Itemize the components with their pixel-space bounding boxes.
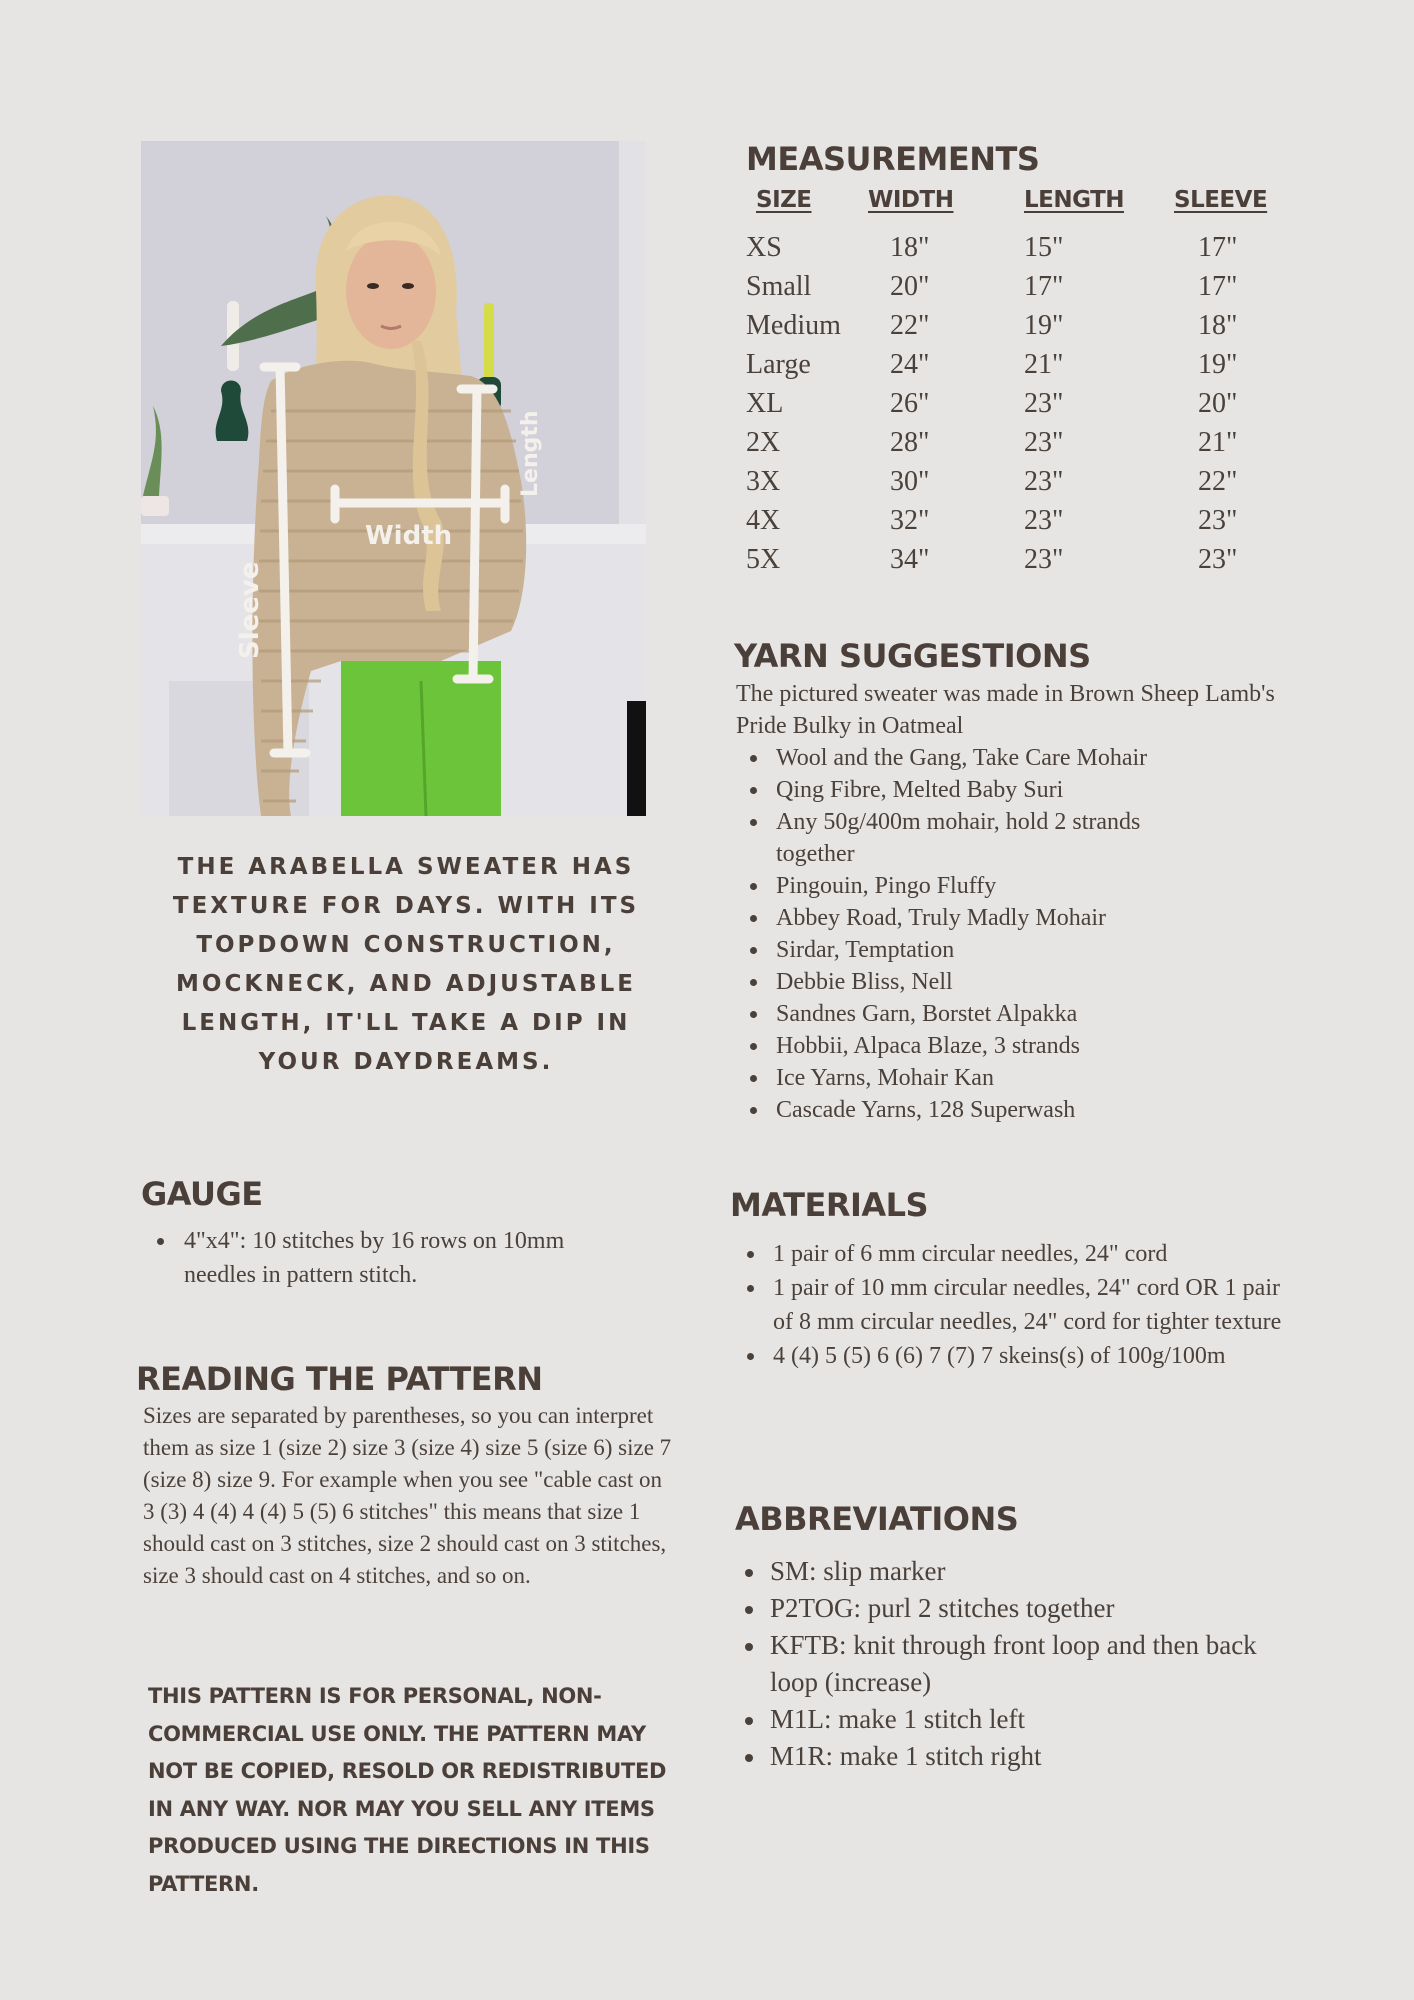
yarn-suggestions-heading: YARN SUGGESTIONS: [734, 637, 1091, 675]
reading-the-pattern-heading: READING THE PATTERN: [136, 1360, 543, 1398]
cell-size: Small: [746, 271, 812, 302]
cell-length: 23": [1024, 388, 1064, 419]
list-item: M1R: make 1 stitch right: [735, 1738, 1295, 1775]
list-item: Abbey Road, Truly Madly Mohair: [736, 902, 1276, 934]
width-overlay-label: Width: [365, 521, 453, 551]
cell-length: 15": [1024, 232, 1064, 263]
list-item: Sirdar, Temptation: [736, 934, 1276, 966]
photo-eye-right: [402, 283, 414, 289]
header-length: LENGTH: [1024, 187, 1125, 213]
list-item: Pingouin, Pingo Fluffy: [736, 870, 1276, 902]
table-row: [746, 423, 1308, 462]
materials-section: [733, 1237, 1283, 1373]
photo-eye-left: [367, 283, 379, 289]
photo-dark-edge: [627, 701, 646, 816]
cell-sleeve: 18": [1198, 310, 1238, 341]
cell-size: 2X: [746, 427, 781, 458]
cell-sleeve: 19": [1198, 349, 1238, 380]
length-line: [473, 389, 477, 679]
measurements-header-row: [746, 182, 1308, 228]
list-item: 4"x4": 10 stitches by 16 rows on 10mm needles in pattern stitch.: [144, 1224, 664, 1292]
photo-plant-pot: [141, 496, 169, 516]
abbreviations-heading: ABBREVIATIONS: [735, 1500, 1019, 1538]
cell-width: 30": [890, 466, 930, 497]
measurements-heading: MEASUREMENTS: [746, 140, 1040, 178]
cell-width: 18": [890, 232, 930, 263]
reading-the-pattern-text: Sizes are separated by parentheses, so you can interpret them as size 1 (size 2) size 3 (size 4) size 5 (size 6) size 7 (size 8) size 9. For example when you see "cable cast on 3 (3) 4 (4) 4 (4) 5 (5) 6 stitches" this means that size 1 should cast on 3 stitches, size 2 should cast on 3 stitches, size 3 should cast on 4 stitches, and so on.: [143, 1403, 672, 1588]
cell-sleeve: 20": [1198, 388, 1238, 419]
abbreviations-section: [735, 1553, 1295, 1775]
list-item: Ice Yarns, Mohair Kan: [736, 1062, 1276, 1094]
sweater-photo-illustration: [141, 141, 646, 816]
list-item: SM: slip marker: [735, 1553, 1295, 1590]
list-item: Wool and the Gang, Take Care Mohair: [736, 742, 1276, 774]
cell-width: 32": [890, 505, 930, 536]
list-item: Any 50g/400m mohair, hold 2 strands together: [736, 806, 1276, 870]
length-overlay-label: Length: [518, 410, 543, 497]
table-row: [746, 345, 1308, 384]
cell-length: 23": [1024, 505, 1064, 536]
cell-sleeve: 23": [1198, 505, 1238, 536]
cell-length: 17": [1024, 271, 1064, 302]
cell-width: 26": [890, 388, 930, 419]
copyright-notice: THIS PATTERN IS FOR PERSONAL, NON-COMMERCIAL USE ONLY. THE PATTERN MAY NOT BE COPIED, RESOLD OR REDISTRIBUTED IN ANY WAY. NOR MAY YOU SELL ANY ITEMS PRODUCED USING THE DIRECTIONS IN THIS PATTERN.: [148, 1684, 667, 1896]
cell-width: 24": [890, 349, 930, 380]
cell-length: 23": [1024, 466, 1064, 497]
cell-sleeve: 23": [1198, 544, 1238, 575]
yarn-suggestions-section: [736, 678, 1276, 1126]
list-item: KFTB: knit through front loop and then back loop (increase): [735, 1627, 1295, 1701]
photo-face: [346, 233, 436, 349]
gauge-list: [144, 1224, 664, 1292]
table-row: [746, 267, 1308, 306]
list-item: Hobbii, Alpaca Blaze, 3 strands: [736, 1030, 1276, 1062]
cell-sleeve: 22": [1198, 466, 1238, 497]
list-item: P2TOG: purl 2 stitches together: [735, 1590, 1295, 1627]
sweater-photo: [141, 141, 646, 816]
list-item: Sandnes Garn, Borstet Alpakka: [736, 998, 1276, 1030]
cell-size: Large: [746, 349, 811, 380]
cell-length: 19": [1024, 310, 1064, 341]
cell-size: 3X: [746, 466, 781, 497]
gauge-heading: GAUGE: [141, 1175, 263, 1213]
measurements-table: [746, 182, 1308, 579]
list-item: 1 pair of 6 mm circular needles, 24" cord: [733, 1237, 1283, 1271]
header-sleeve: SLEEVE: [1174, 187, 1268, 213]
table-row: [746, 501, 1308, 540]
photo-yellow-candle: [484, 303, 494, 383]
table-row: [746, 306, 1308, 345]
list-item: M1L: make 1 stitch left: [735, 1701, 1295, 1738]
cell-size: XS: [746, 232, 782, 263]
cell-width: 34": [890, 544, 930, 575]
yarn-intro: The pictured sweater was made in Brown Sheep Lamb's Pride Bulky in Oatmeal: [736, 681, 1275, 739]
cell-width: 22": [890, 310, 930, 341]
cell-size: Medium: [746, 310, 841, 341]
list-item: 4 (4) 5 (5) 6 (6) 7 (7) 7 skeins(s) of 100g/100m: [733, 1339, 1283, 1373]
cell-sleeve: 17": [1198, 232, 1238, 263]
table-row: [746, 540, 1308, 579]
cell-size: XL: [746, 388, 784, 419]
cell-length: 21": [1024, 349, 1064, 380]
table-row: [746, 228, 1308, 267]
table-row: [746, 384, 1308, 423]
cell-length: 23": [1024, 544, 1064, 575]
cell-size: 4X: [746, 505, 781, 536]
cell-sleeve: 21": [1198, 427, 1238, 458]
materials-list: [733, 1237, 1283, 1373]
materials-heading: MATERIALS: [730, 1186, 929, 1224]
header-width: WIDTH: [868, 187, 954, 213]
yarn-list: [736, 742, 1276, 1126]
cell-length: 23": [1024, 427, 1064, 458]
cell-size: 5X: [746, 544, 781, 575]
list-item: Qing Fibre, Melted Baby Suri: [736, 774, 1276, 806]
intro-blurb: THE ARABELLA SWEATER HAS TEXTURE FOR DAYS. WITH ITS TOPDOWN CONSTRUCTION, MOCKNECK, AND ADJUSTABLE LENGTH, IT'LL TAKE A DIP IN YOUR DAYDREAMS.: [172, 854, 640, 1075]
table-row: [746, 462, 1308, 501]
list-item: Cascade Yarns, 128 Superwash: [736, 1094, 1276, 1126]
list-item: 1 pair of 10 mm circular needles, 24" cord OR 1 pair of 8 mm circular needles, 24" cord for tighter texture: [733, 1271, 1283, 1339]
cell-width: 20": [890, 271, 930, 302]
list-item: Debbie Bliss, Nell: [736, 966, 1276, 998]
cell-sleeve: 17": [1198, 271, 1238, 302]
gauge-section: [144, 1224, 664, 1292]
cell-width: 28": [890, 427, 930, 458]
sleeve-overlay-label: Sleeve: [235, 561, 265, 659]
abbreviations-list: [735, 1553, 1295, 1775]
header-size: SIZE: [756, 187, 812, 213]
